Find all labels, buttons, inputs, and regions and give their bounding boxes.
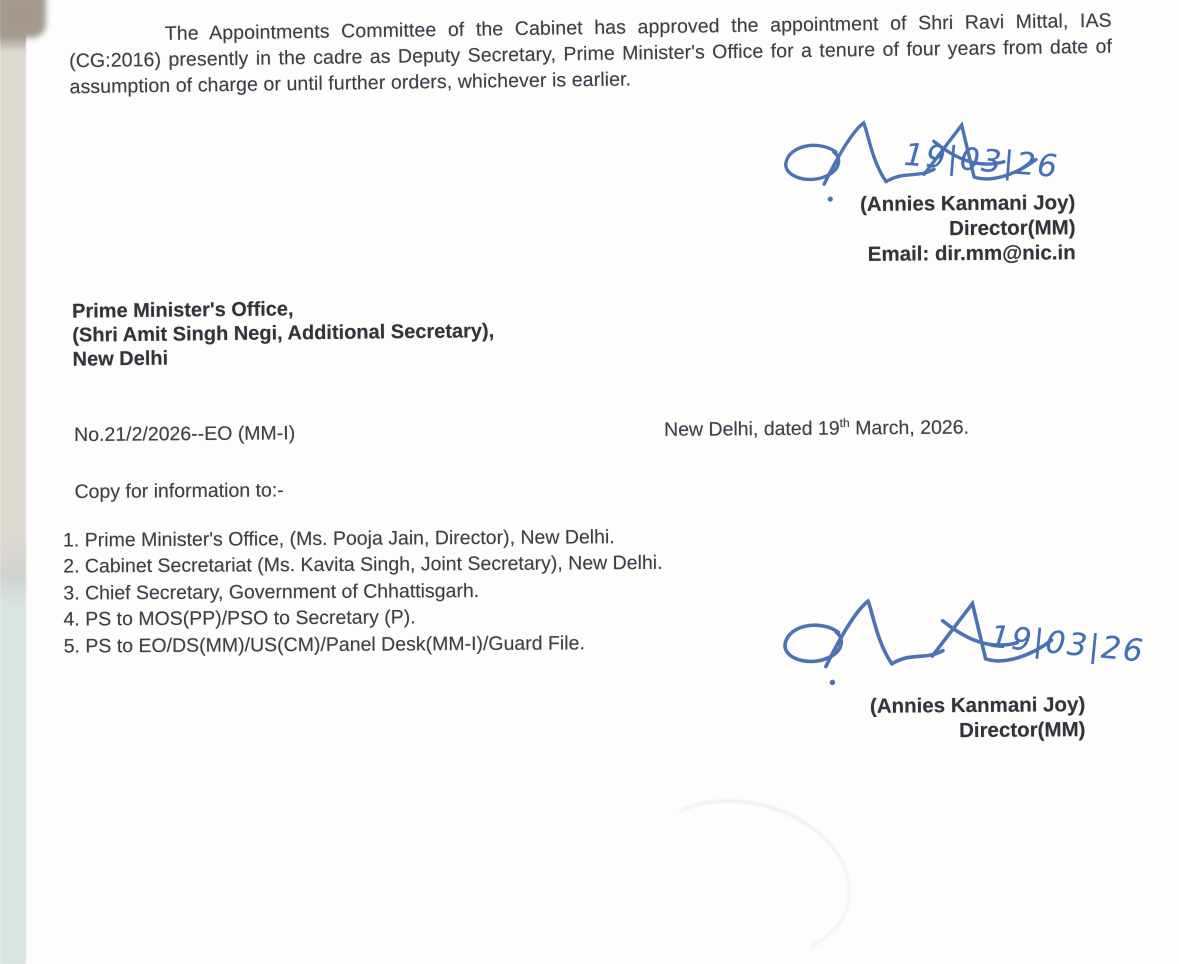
copy-list-item: 4. PS to MOS(PP)/PSO to Secretary (P). [63,606,416,631]
copy-list-item: 2. Cabinet Secretariat (Ms. Kavita Singh, Joint Secretary), New Delhi. [63,552,663,578]
signatory-block-top [693,190,1076,268]
copy-list-item: 1. Prime Minister's Office, (Ms. Pooja Jain, Director), New Delhi. [62,526,615,552]
addressee-block [72,296,495,372]
signatory-block-bottom [702,692,1085,745]
body-paragraph: The Appointments Committee of the Cabinet has approved the appointment of Shri Ravi Mittal, IAS (CG:2016) presently in the cadre as Deputy Secretary, Prime Minister's Office for a tenure of four years from date of assumption of charge or until further orders, whichever is earlier. [69,9,1113,98]
addressee-line-3: New Delhi [72,347,169,371]
signatory-title: Director(MM) [958,718,1086,743]
signatory-title: Director(MM) [948,216,1076,241]
place-date-line [664,415,969,442]
signature-date-bottom: 19|03|26 [988,618,1147,670]
copy-heading: Copy for information to:- [74,479,284,504]
date-ordinal-sup: th [839,415,850,431]
copy-list-item: 5. PS to EO/DS(MM)/US(CM)/Panel Desk(MM-I)/Guard File. [63,631,585,658]
signature-date-top: 19|03|26 [902,136,1061,186]
addressee-line-2: (Shri Amit Singh Negi, Additional Secretary), [72,319,495,347]
signatory-name: (Annies Kanmani Joy) [869,693,1086,718]
copy-list [63,523,764,659]
date-prefix: New Delhi, dated 19 [663,417,840,441]
copy-list-item: 3. Chief Secretary, Government of Chhattisgarh. [63,579,480,605]
signatory-email: Email: dir.mm@nic.in [867,241,1076,266]
signatory-name: (Annies Kanmani Joy) [859,191,1076,216]
date-suffix: March, 2026. [849,416,970,440]
file-number: No.21/2/2026--EO (MM-I) [74,422,296,447]
addressee-line-1: Prime Minister's Office, [71,298,294,323]
